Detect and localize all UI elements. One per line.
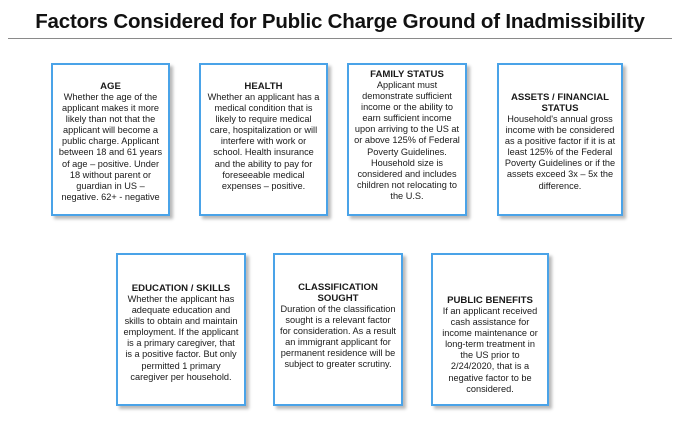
factor-description: Whether the age of the applicant makes it more likely than not that the applicant will become a public charge. Applicant between 18 and 61 years of age – positive. Under 18 without parent or guardian in US – negative. 62+ - negative — [58, 92, 163, 202]
factor-description: Applicant must demonstrate sufficient income or the ability to earn sufficient income upon arriving to the US at or above 125% of Federal Poverty Guidelines. Household size is considered and includes children not relocating to the U.S. — [354, 80, 460, 201]
title-divider — [8, 38, 672, 39]
factor-description: Whether the applicant has adequate education and skills to obtain and maintain employment. If the applicant is a primary caregiver, that is a positive factor. But only permitted 1 primary caregiver per household. — [123, 294, 239, 382]
factor-card-family-status — [347, 63, 467, 216]
factor-description: Whether an applicant has a medical condition that is likely to require medical care, hospitalization or will interfere with work or school. Health insurance and the ability to pay for foreseeable medical expenses – positive. — [207, 92, 320, 191]
page-title: Factors Considered for Public Charge Ground of Inadmissibility — [35, 10, 645, 33]
factor-heading: FAMILY STATUS — [370, 69, 444, 80]
factor-card-assets-financial-status — [497, 63, 623, 216]
factor-description: Household's annual gross income with be considered as a positive factor if it is at least 125% of the Federal Poverty Guidelines or if the assets exceed 3x – 5x the difference. — [504, 114, 616, 191]
factor-heading: PUBLIC BENEFITS — [447, 295, 533, 306]
factor-heading: ASSETS / FINANCIAL STATUS — [510, 92, 610, 114]
factor-heading: AGE — [100, 81, 121, 92]
factor-card-education-skills — [116, 253, 246, 406]
factor-heading: EDUCATION / SKILLS — [131, 283, 231, 294]
factor-card-classification-sought — [273, 253, 403, 406]
factor-heading: CLASSIFICATION SOUGHT — [298, 282, 378, 304]
factor-card-age — [51, 63, 170, 216]
factor-card-health — [199, 63, 328, 216]
factor-description: If an applicant received cash assistance for income maintenance or long-term treatment in the US prior to 2/24/2020, that is a negative factor to be considered. — [442, 306, 538, 394]
factor-card-public-benefits — [431, 253, 549, 406]
factor-heading: HEALTH — [244, 81, 283, 92]
factor-description: Duration of the classification sought is a relevant factor for consideration. As a result an immigrant applicant for permanent residence will be subject to greater scrutiny. — [280, 304, 396, 370]
